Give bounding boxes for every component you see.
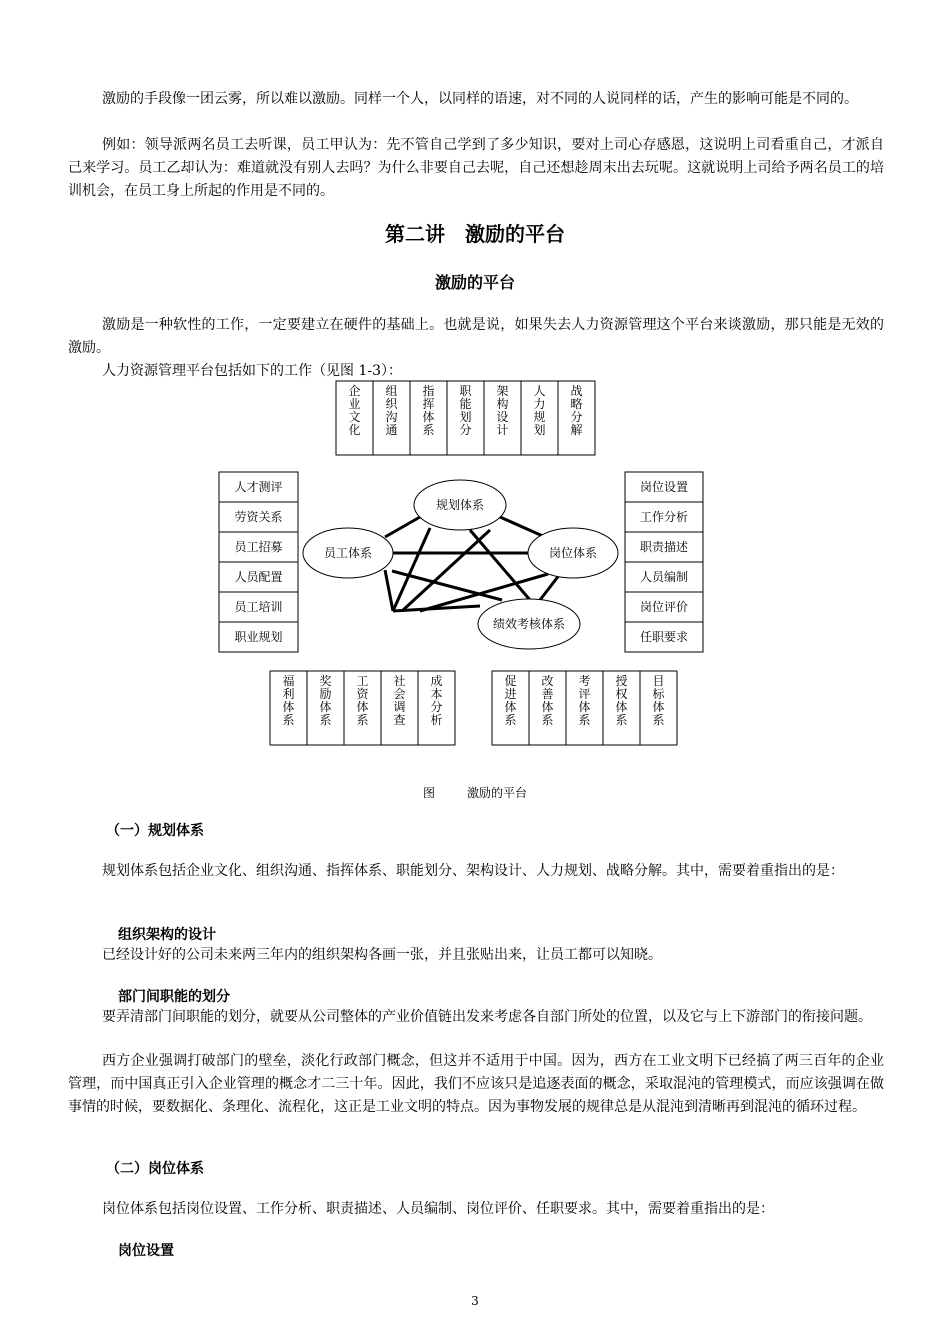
svg-text:绩效考核体系: 绩效考核体系 [492,617,566,631]
svg-text:体: 体 [541,700,554,714]
top-box-4 [484,381,521,455]
paragraph-intro: 激励的手段像一团云雾，所以难以激励。同样一个人，以同样的语速，对不同的人说同样的话，产生的影响可能是不同的。 [102,91,858,107]
svg-text:改: 改 [541,674,554,688]
heading-org-structure: 组织架构的设计 [118,927,216,943]
top-box-5 [521,381,558,455]
svg-text:业: 业 [348,397,361,411]
svg-text:系: 系 [652,713,665,727]
left-box-0 [219,472,298,502]
svg-text:分: 分 [430,700,443,714]
svg-text:任职要求: 任职要求 [639,630,689,644]
caption-label: 图 [422,786,435,800]
right-box-4 [625,592,703,622]
svg-text:力: 力 [533,397,546,411]
svg-text:标: 标 [652,687,665,701]
svg-text:分: 分 [570,410,583,424]
top-box-3 [447,381,484,455]
svg-text:体: 体 [615,700,628,714]
svg-text:权: 权 [615,687,628,701]
svg-text:人才测评: 人才测评 [234,480,283,494]
svg-text:体: 体 [356,700,369,714]
right-box-2 [625,532,703,562]
svg-text:岗位评价: 岗位评价 [639,600,689,614]
heading-dept-functions: 部门间职能的划分 [118,989,230,1005]
node-position [528,528,618,578]
svg-text:授: 授 [615,674,628,688]
paragraph-dept-functions: 要弄清部门间职能的划分，就要从公司整体的产业价值链出发来考虑各自部门所处的位置，以及它与上下游部门的衔接问题。 [102,1009,872,1025]
svg-text:员工体系: 员工体系 [323,546,373,560]
svg-text:系: 系 [319,713,332,727]
svg-text:职责描述: 职责描述 [639,540,689,554]
svg-text:劳资关系: 劳资关系 [234,510,283,524]
svg-text:考: 考 [578,674,591,688]
right-box-5 [625,622,703,652]
svg-text:会: 会 [393,687,406,701]
svg-text:职: 职 [459,384,472,398]
svg-text:利: 利 [282,687,295,701]
paragraph-example: 例如：领导派两名员工去听课，员工甲认为：先不管自己学到了多少知识，要对上司心存感恩，这说明上司看重自己，才派自己来学习。员工乙却认为：难道就没有别人去吗？为什么非要自己去呢，自己还想趁周末出去玩呢。这就说明上司给予两名员工的培训机会，在员工身上所起的作用是不同的。 [68,137,884,199]
top-box-2 [410,381,447,455]
svg-text:指: 指 [422,384,435,398]
paragraph-west-vs-china: 西方企业强调打破部门的壁垒，淡化行政部门概念，但这并不适用于中国。因为，西方在工业文明下已经搞了两三百年的企业管理，而中国真正引入企业管理的概念才二三十年。因此，我们不应该只是追逐表面的概念，采取混沌的管理模式，而应该强调在做事情的时候，要数据化、条理化、流程化，这正是工业文明的特点。因为事物发展的规律总是从混沌到清晰再到混沌的循环过程。 [68,1053,884,1115]
svg-text:员工招募: 员工招募 [234,540,283,554]
svg-text:系: 系 [578,713,591,727]
svg-text:系: 系 [356,713,369,727]
svg-text:福: 福 [282,674,295,688]
svg-text:文: 文 [348,410,361,424]
paragraph-org-structure: 已经设计好的公司未来两三年内的组织架构各画一张，并且张贴出来，让员工都可以知晓。 [102,947,662,963]
svg-text:设: 设 [496,410,509,424]
svg-text:本: 本 [430,687,443,701]
paragraph-position: 岗位体系包括岗位设置、工作分析、职责描述、人员编制、岗位评价、任职要求。其中，需要着重指出的是： [102,1201,774,1217]
svg-text:体: 体 [504,700,517,714]
svg-text:略: 略 [570,397,583,411]
svg-text:人: 人 [533,384,546,398]
bottom-left-box-0 [270,671,307,745]
svg-text:化: 化 [348,423,361,437]
paragraph-platform-list: 人力资源管理平台包括如下的工作（见图 1-3）： [102,363,402,379]
heading-position-system: （二）岗位体系 [106,1161,204,1177]
svg-text:规: 规 [533,410,546,424]
svg-text:岗位设置: 岗位设置 [639,480,689,494]
svg-text:挥: 挥 [422,397,435,411]
svg-text:架: 架 [496,384,509,398]
left-box-2 [219,532,298,562]
svg-text:奖: 奖 [319,674,332,688]
heading-planning-system: （一）规划体系 [106,823,204,839]
node-planning [414,480,506,530]
paragraph-soft-work: 激励是一种软性的工作，一定要建立在硬件的基础上。也就是说，如果失去人力资源管理这个平台来谈激励，那只能是无效的激励。 [68,317,884,356]
svg-text:沟: 沟 [385,410,398,424]
top-box-0 [336,381,373,455]
svg-text:规划体系: 规划体系 [435,498,485,512]
svg-text:解: 解 [570,423,583,437]
svg-text:成: 成 [430,674,443,688]
svg-text:职业规划: 职业规划 [234,630,283,644]
lecture-title: 第二讲 激励的平台 [385,222,565,246]
right-box-1 [625,502,703,532]
svg-text:体: 体 [282,700,295,714]
svg-text:人员编制: 人员编制 [639,570,689,584]
svg-text:岗位体系: 岗位体系 [548,546,598,560]
svg-text:体: 体 [422,410,435,424]
svg-text:促: 促 [504,674,517,688]
bottom-right-box-0 [492,671,529,745]
svg-text:工作分析: 工作分析 [639,510,689,524]
svg-text:评: 评 [578,687,591,701]
right-box-3 [625,562,703,592]
svg-text:计: 计 [496,423,509,437]
svg-text:目: 目 [652,674,665,688]
svg-text:人员配置: 人员配置 [234,570,283,584]
svg-text:系: 系 [541,713,554,727]
left-box-4 [219,592,298,622]
figure-caption [0,784,950,801]
svg-text:系: 系 [615,713,628,727]
left-box-5 [219,622,298,652]
svg-text:进: 进 [504,687,517,701]
svg-text:企: 企 [348,384,361,398]
svg-text:资: 资 [356,687,369,701]
bottom-left-box-3 [381,671,418,745]
bottom-left-box-4 [418,671,455,745]
svg-text:战: 战 [570,384,583,398]
bottom-left-box-2 [344,671,381,745]
top-box-1 [373,381,410,455]
svg-text:划: 划 [533,423,546,437]
page-number: 3 [471,1294,479,1308]
svg-text:社: 社 [393,674,406,688]
bottom-right-box-2 [566,671,603,745]
svg-text:组: 组 [385,384,398,398]
bottom-right-box-1 [529,671,566,745]
svg-text:分: 分 [459,423,472,437]
svg-text:通: 通 [385,423,398,437]
svg-text:织: 织 [385,397,398,411]
svg-text:系: 系 [422,423,435,437]
svg-text:员工培训: 员工培训 [234,600,283,614]
svg-text:查: 查 [393,713,406,727]
svg-text:划: 划 [459,410,472,424]
svg-text:励: 励 [319,687,332,701]
svg-text:能: 能 [459,397,472,411]
svg-text:调: 调 [393,700,406,714]
svg-text:系: 系 [504,713,517,727]
top-box-6 [558,381,595,455]
bottom-right-box-3 [603,671,640,745]
bottom-left-box-1 [307,671,344,745]
paragraph-planning: 规划体系包括企业文化、组织沟通、指挥体系、职能划分、架构设计、人力规划、战略分解。其中，需要着重指出的是： [102,863,844,879]
left-box-3 [219,562,298,592]
svg-text:工: 工 [356,674,369,688]
right-box-0 [625,472,703,502]
caption-title: 激励的平台 [467,786,528,800]
svg-text:系: 系 [282,713,295,727]
bottom-right-box-4 [640,671,677,745]
svg-text:善: 善 [541,687,554,701]
svg-text:析: 析 [430,713,443,727]
svg-text:体: 体 [578,700,591,714]
svg-text:体: 体 [652,700,665,714]
svg-text:构: 构 [496,397,509,411]
left-box-1 [219,502,298,532]
svg-text:体: 体 [319,700,332,714]
heading-position-setup: 岗位设置 [118,1243,174,1259]
node-employee [303,528,393,578]
node-performance [478,599,580,649]
section-title: 激励的平台 [434,273,515,292]
